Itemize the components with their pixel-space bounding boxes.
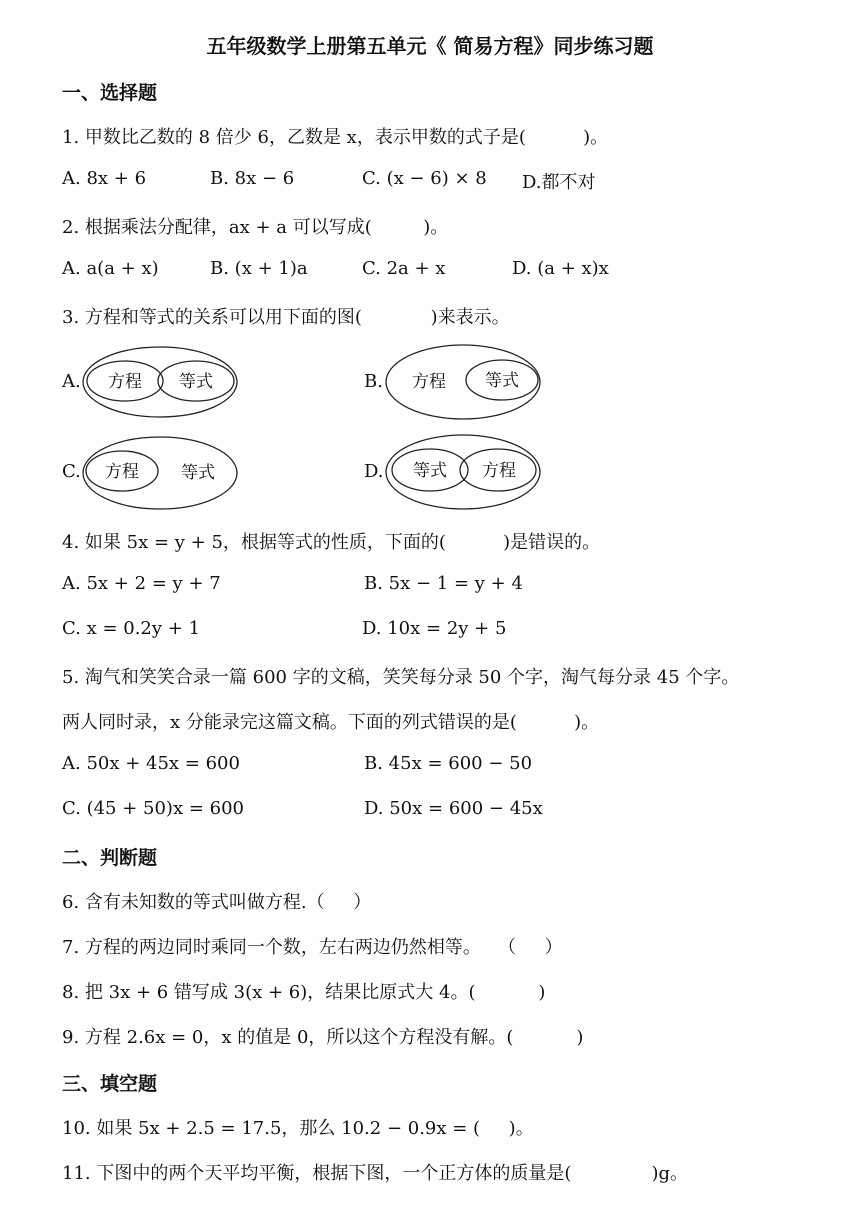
venn-diagram-c <box>80 434 240 512</box>
venn-b-label-inner: 等式 <box>485 371 519 391</box>
q3-option-d-label: D. <box>364 461 384 482</box>
q5-option-a: A. 50x + 45x = 600 <box>62 753 240 774</box>
venn-diagram-b <box>382 342 544 422</box>
section-heading-judge: 二、判断题 <box>62 847 158 869</box>
venn-b-label-outer: 方程 <box>412 372 446 392</box>
q1-option-a: A. 8x + 6 <box>62 168 147 189</box>
q4-option-d: D. 10x = 2y + 5 <box>362 618 507 639</box>
question-8: 8. 把 3x + 6 错写成 3(x + 6)，结果比原式大 4。( ) <box>62 982 546 1003</box>
q2-option-d: D. (a + x)x <box>512 258 609 279</box>
q3-option-a-label: A. <box>62 371 81 392</box>
q2-option-a: A. a(a + x) <box>62 258 159 279</box>
q2-option-c: C. 2a + x <box>362 258 446 279</box>
q1-option-b: B. 8x − 6 <box>210 168 295 189</box>
q2-option-b: B. (x + 1)a <box>210 258 308 279</box>
venn-a-label-left: 方程 <box>108 372 142 392</box>
venn-d-label-left: 等式 <box>413 461 447 481</box>
q4-option-c: C. x = 0.2y + 1 <box>62 618 201 639</box>
venn-a-label-right: 等式 <box>179 372 213 392</box>
q4-option-a: A. 5x + 2 = y + 7 <box>62 573 221 594</box>
section-heading-fill: 三、填空题 <box>62 1073 158 1095</box>
question-11: 11. 下图中的两个天平均平衡，根据下图，一个正方体的质量是( )g。 <box>62 1163 689 1184</box>
question-9: 9. 方程 2.6x = 0，x 的值是 0，所以这个方程没有解。( ) <box>62 1027 584 1048</box>
q5-option-b: B. 45x = 600 − 50 <box>364 753 533 774</box>
question-3-stem: 3. 方程和等式的关系可以用下面的图( )来表示。 <box>62 307 510 328</box>
section-heading-choice: 一、选择题 <box>62 82 158 104</box>
q3-option-c-label: C. <box>62 461 81 482</box>
venn-c-label-inner: 方程 <box>105 462 139 482</box>
question-2-stem: 2. 根据乘法分配律，ax + a 可以写成( )。 <box>62 217 449 238</box>
question-7: 7. 方程的两边同时乘同一个数，左右两边仍然相等。 （ ） <box>62 937 563 958</box>
question-4-stem: 4. 如果 5x = y + 5，根据等式的性质，下面的( )是错误的。 <box>62 532 601 553</box>
q1-option-d: D.都不对 <box>522 172 596 193</box>
q5-option-c: C. (45 + 50)x = 600 <box>62 798 244 819</box>
question-5-stem-line2: 两人同时录，x 分能录完这篇文稿。下面的列式错误的是( )。 <box>62 712 600 733</box>
venn-diagram-a <box>80 344 240 420</box>
q3-option-b-label: B. <box>364 371 383 392</box>
page-title: 五年级数学上册第五单元《 简易方程》同步练习题 <box>206 34 654 58</box>
question-1-stem: 1. 甲数比乙数的 8 倍少 6，乙数是 x，表示甲数的式子是( )。 <box>62 127 609 148</box>
q5-option-d: D. 50x = 600 − 45x <box>364 798 543 819</box>
venn-d-label-right: 方程 <box>482 461 516 481</box>
q1-option-c: C. (x − 6) × 8 <box>362 168 487 189</box>
venn-c-label-outer: 等式 <box>181 463 215 483</box>
question-6: 6. 含有未知数的等式叫做方程.（ ） <box>62 892 372 913</box>
question-10: 10. 如果 5x + 2.5 = 17.5，那么 10.2 − 0.9x = ( )。 <box>62 1118 534 1139</box>
venn-diagram-d <box>382 432 544 512</box>
question-5-stem-line1: 5. 淘气和笑笑合录一篇 600 字的文稿，笑笑每分录 50 个字，淘气每分录 45 个字。 <box>62 667 740 688</box>
q4-option-b: B. 5x − 1 = y + 4 <box>364 573 523 594</box>
